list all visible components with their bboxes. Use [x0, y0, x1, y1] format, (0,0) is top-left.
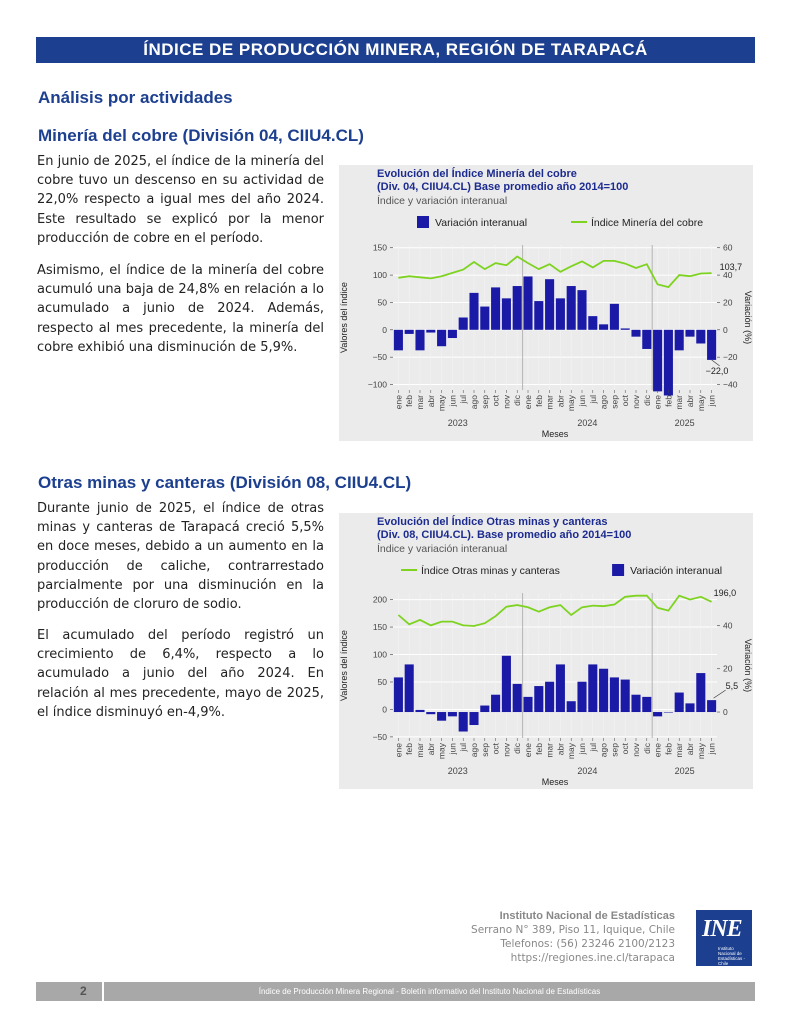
- bar-variation: [577, 682, 586, 712]
- chart-copper: [339, 165, 753, 441]
- x-month-label: ago: [469, 743, 479, 758]
- section-title: Análisis por actividades: [38, 88, 233, 107]
- y-left-axis-title: Valores del índice: [339, 630, 349, 701]
- x-month-label: feb: [663, 395, 674, 407]
- bar-variation: [610, 677, 619, 712]
- y-right-axis-title: Variación (%): [743, 290, 753, 345]
- y-left-tick-label: 0: [382, 704, 387, 715]
- chart-other-mines-svg: [339, 513, 753, 789]
- x-month-label: ene: [523, 395, 533, 410]
- bar-variation: [685, 330, 694, 337]
- y-right-tick-label: 0: [723, 324, 728, 335]
- x-month-label: may: [436, 743, 447, 760]
- footer-organization: [471, 909, 675, 965]
- y-left-tick-label: 150: [372, 242, 387, 253]
- bar-variation: [631, 695, 640, 712]
- label-last-index: 196,0: [713, 587, 737, 598]
- ine-logo: [696, 910, 752, 966]
- bar-variation: [394, 677, 403, 712]
- x-month-label: jun: [706, 395, 717, 407]
- bar-variation: [513, 286, 522, 330]
- y-left-tick-label: −100: [367, 379, 387, 390]
- bar-variation: [523, 276, 532, 329]
- x-month-label: mar: [415, 743, 425, 758]
- x-year-label: 2023: [447, 418, 468, 428]
- legend-label: Variación interanual: [435, 217, 528, 229]
- x-month-label: ene: [652, 395, 663, 410]
- bar-variation: [664, 330, 673, 396]
- x-month-label: oct: [490, 395, 501, 407]
- x-month-label: ene: [393, 395, 404, 410]
- x-month-label: abr: [425, 743, 436, 756]
- x-month-label: jun: [577, 395, 587, 407]
- y-left-tick-label: 200: [372, 594, 387, 605]
- bar-variation: [469, 712, 478, 725]
- x-month-label: mar: [415, 395, 425, 410]
- x-month-label: ago: [598, 743, 609, 758]
- paragraph-other-2: El acumulado del período registró un crecimiento de 6,4%, respecto a lo acumulado a junio del año 2024. En relación al mes precedente, mayo de 2025, el índice disminuyó en-4,9%.: [37, 628, 324, 720]
- x-month-label: nov: [501, 743, 512, 757]
- y-left-tick-label: −50: [372, 731, 387, 742]
- bar-variation: [631, 330, 640, 337]
- x-month-label: may: [695, 395, 706, 412]
- bar-variation: [621, 328, 630, 329]
- y-right-tick-label: 40: [723, 270, 733, 281]
- x-month-label: feb: [533, 395, 544, 407]
- x-month-label: sep: [609, 743, 620, 757]
- logo-text: INE: [702, 916, 742, 942]
- x-month-label: oct: [620, 395, 631, 407]
- x-month-label: jul: [458, 395, 469, 404]
- x-month-label: may: [566, 395, 577, 412]
- bar-variation: [588, 316, 597, 330]
- bar-variation: [405, 664, 414, 712]
- y-right-tick-label: 40: [723, 620, 733, 631]
- y-left-tick-label: 150: [372, 622, 387, 633]
- heading-copper: Minería del cobre (División 04, CIIU4.CL): [38, 126, 364, 145]
- x-month-label: ago: [598, 395, 609, 410]
- chart-subtitle: Índice y variación interanual: [377, 195, 508, 207]
- bar-variation: [405, 330, 414, 334]
- x-month-label: jul: [587, 743, 598, 752]
- x-month-label: jun: [447, 743, 458, 755]
- y-left-tick-label: 0: [382, 324, 387, 335]
- chart-title-line2: (Div. 08, CIIU4.CL). Base promedio año 2014=100: [377, 529, 632, 541]
- x-year-label: 2024: [577, 418, 598, 428]
- bar-variation: [415, 330, 424, 351]
- bar-variation: [621, 680, 630, 712]
- bar-variation: [707, 700, 716, 712]
- chart-copper-svg: [339, 165, 753, 441]
- x-month-label: jul: [587, 395, 598, 404]
- x-month-label: jun: [447, 395, 458, 407]
- bar-variation: [577, 290, 586, 330]
- bar-variation: [426, 330, 435, 333]
- x-month-label: ene: [393, 743, 404, 758]
- bar-variation: [685, 703, 694, 712]
- bar-variation: [480, 706, 489, 712]
- x-year-label: 2024: [577, 766, 598, 776]
- x-month-label: mar: [674, 395, 685, 410]
- x-month-label: feb: [404, 743, 415, 755]
- bar-variation: [642, 330, 651, 349]
- x-month-label: jun: [706, 743, 717, 755]
- label-last-index: 103,7: [719, 262, 743, 273]
- bar-variation: [459, 712, 468, 731]
- bar-variation: [556, 664, 565, 712]
- bar-variation: [707, 330, 716, 360]
- y-left-tick-label: 50: [377, 676, 387, 687]
- bar-variation: [664, 712, 673, 713]
- bar-variation: [513, 684, 522, 712]
- bar-variation: [567, 701, 576, 712]
- bar-variation: [491, 287, 500, 329]
- legend-label: Índice Minería del cobre: [591, 217, 704, 229]
- chart-title-line1: Evolución del Índice Otras minas y canteras: [377, 516, 608, 528]
- x-month-label: feb: [663, 743, 674, 755]
- x-month-label: jun: [577, 743, 587, 755]
- bar-variation: [437, 330, 446, 346]
- x-axis-title: Meses: [541, 777, 569, 787]
- bar-variation: [523, 697, 532, 712]
- footer-org-name: Instituto Nacional de Estadísticas: [499, 910, 675, 922]
- y-left-tick-label: 50: [377, 297, 387, 308]
- bar-variation: [502, 298, 511, 329]
- page-number: 2: [80, 984, 87, 998]
- bar-variation: [534, 301, 543, 330]
- x-month-label: abr: [555, 395, 566, 408]
- footer-address: Serrano N° 389, Piso 11, Iquique, Chile: [471, 924, 675, 936]
- x-month-label: dic: [512, 395, 523, 406]
- bar-variation: [469, 293, 478, 330]
- bar-variation: [534, 686, 543, 712]
- legend-bar-swatch: [417, 216, 429, 228]
- x-month-label: mar: [544, 395, 555, 410]
- y-right-tick-label: 20: [723, 297, 733, 308]
- x-year-label: 2023: [447, 766, 468, 776]
- bar-variation: [556, 298, 565, 329]
- x-month-label: oct: [490, 743, 501, 755]
- chart-title-line1: Evolución del Índice Minería del cobre: [377, 168, 577, 180]
- page-banner-title: ÍNDICE DE PRODUCCIÓN MINERA, REGIÓN DE TARAPACÁ: [36, 37, 755, 63]
- bar-variation: [567, 286, 576, 330]
- footer-phone: Telefonos: (56) 23246 2100/2123: [500, 938, 675, 950]
- bar-variation: [599, 669, 608, 712]
- bar-variation: [696, 673, 705, 712]
- x-month-label: nov: [501, 395, 512, 409]
- x-month-label: nov: [631, 743, 641, 757]
- x-month-label: dic: [641, 743, 652, 754]
- bar-variation: [415, 710, 424, 712]
- y-left-tick-label: 100: [372, 270, 387, 281]
- heading-other-mines: Otras minas y canteras (División 08, CIIU4.CL): [38, 473, 412, 492]
- x-month-label: feb: [533, 743, 544, 755]
- x-month-label: jul: [458, 743, 469, 752]
- x-month-label: sep: [479, 743, 490, 757]
- x-month-label: abr: [685, 743, 695, 756]
- paragraph-other-1: Durante junio de 2025, el índice de otras minas y canteras de Tarapacá creció 5,5% en doce meses, debido a un aumento en la producción de caliche, contrarrestado parcialmente por una disminución en la producción de cloruro de sodio.: [37, 501, 324, 613]
- x-month-label: mar: [674, 743, 685, 758]
- paragraph-copper-2: Asimismo, el índice de la minería del cobre acumuló una baja de 24,8% en relación a lo acumulado a junio de 2024. Además, respecto al mes precedente, la minería del cobre exhibió una disminución de 5,9%.: [37, 263, 324, 355]
- x-month-label: may: [695, 743, 706, 760]
- footer-left-block: [36, 982, 102, 1001]
- x-month-label: ene: [523, 743, 533, 758]
- x-month-label: abr: [555, 743, 566, 756]
- x-year-label: 2025: [674, 766, 695, 776]
- y-right-tick-label: −40: [723, 379, 738, 390]
- bar-variation: [491, 695, 500, 712]
- bar-variation: [545, 682, 554, 712]
- chart-title-line2: (Div. 04, CIIU4.CL) Base promedio año 2014=100: [377, 181, 629, 193]
- y-right-tick-label: 60: [723, 242, 733, 253]
- x-month-label: dic: [641, 395, 652, 406]
- legend-label: Índice Otras minas y canteras: [421, 565, 560, 577]
- paragraph-copper-1: En junio de 2025, el índice de la minería del cobre tuvo un descenso en su actividad de 22,0% respecto a igual mes del año 2024. Este resultado se explicó por la menor producción de cobre en el período.: [37, 154, 324, 246]
- logo-small-text: Instituto Nacional de Estadísticas - Chile: [718, 946, 746, 966]
- bar-variation: [394, 330, 403, 351]
- x-month-label: sep: [609, 395, 620, 409]
- bar-variation: [653, 712, 662, 716]
- footer-bar: Índice de Producción Minera Regional - Boletín informativo del Instituto Nacional de Estadísticas: [104, 982, 755, 1001]
- bar-variation: [459, 318, 468, 330]
- y-left-tick-label: −50: [372, 352, 387, 363]
- y-right-axis-title: Variación (%): [743, 638, 753, 693]
- bar-variation: [448, 712, 457, 716]
- x-month-label: nov: [631, 395, 641, 409]
- x-month-label: may: [436, 395, 447, 412]
- bar-variation: [696, 330, 705, 344]
- label-last-variation: 5,5: [725, 681, 739, 692]
- y-right-tick-label: 0: [723, 707, 728, 718]
- x-month-label: may: [566, 743, 577, 760]
- bar-variation: [610, 304, 619, 330]
- y-right-tick-label: 20: [723, 663, 733, 674]
- bar-variation: [642, 697, 651, 712]
- bar-variation: [502, 656, 511, 712]
- x-year-label: 2025: [674, 418, 695, 428]
- bar-variation: [675, 330, 684, 351]
- x-month-label: ene: [652, 743, 663, 758]
- bar-variation: [653, 330, 662, 392]
- x-month-label: sep: [479, 395, 490, 409]
- x-month-label: abr: [425, 395, 436, 408]
- bar-variation: [448, 330, 457, 338]
- chart-subtitle: Índice y variación interanual: [377, 543, 508, 555]
- x-month-label: abr: [685, 395, 695, 408]
- bar-variation: [480, 307, 489, 330]
- x-month-label: ago: [469, 395, 479, 410]
- chart-other-mines: [339, 513, 753, 789]
- legend-label: Variación interanual: [630, 565, 723, 577]
- x-month-label: oct: [620, 743, 631, 755]
- legend-bar-swatch: [612, 564, 624, 576]
- x-axis-title: Meses: [541, 429, 569, 439]
- x-month-label: mar: [544, 743, 555, 758]
- x-month-label: dic: [512, 743, 523, 754]
- bar-variation: [437, 712, 446, 721]
- y-left-axis-title: Valores del índice: [339, 282, 349, 353]
- bar-variation: [599, 324, 608, 329]
- bar-variation: [545, 279, 554, 330]
- label-last-variation: −22,0: [705, 365, 729, 376]
- footer-url[interactable]: https://regiones.ine.cl/tarapaca: [510, 952, 675, 964]
- bar-variation: [426, 712, 435, 714]
- x-month-label: feb: [404, 395, 415, 407]
- y-left-tick-label: 100: [372, 649, 387, 660]
- y-right-tick-label: −20: [723, 352, 738, 363]
- bar-variation: [675, 693, 684, 712]
- bar-variation: [588, 664, 597, 712]
